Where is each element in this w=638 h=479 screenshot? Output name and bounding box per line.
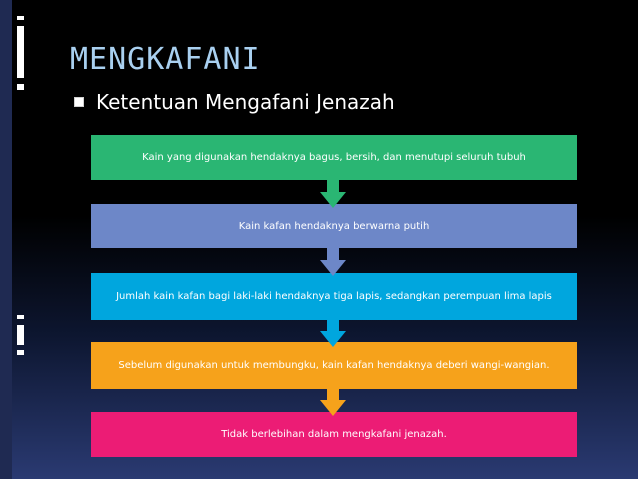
deco-mark-mid-1	[17, 315, 24, 319]
deco-mark-top-3	[17, 84, 24, 90]
bullet-item	[74, 90, 395, 114]
flow-step-1: Kain yang digunakan hendaknya bagus, bersih, dan menutupi seluruh tubuh	[91, 135, 577, 180]
deco-mark-mid-2	[17, 325, 24, 345]
flow-step-2: Kain kafan hendaknya berwarna putih	[91, 204, 577, 248]
flow-arrow-2-icon	[320, 248, 346, 276]
flow-step-3: Jumlah kain kafan bagi laki-laki hendaknya tiga lapis, sedangkan perempuan lima lapis	[91, 273, 577, 320]
deco-mark-top-2	[17, 26, 24, 78]
flow-step-4: Sebelum digunakan untuk membungku, kain kafan hendaknya deberi wangi-wangian.	[91, 342, 577, 389]
square-bullet-icon	[74, 97, 84, 107]
bullet-text: Ketentuan Mengafani Jenazah	[96, 90, 395, 114]
deco-mark-mid-3	[17, 350, 24, 355]
left-accent-bar	[0, 0, 12, 479]
flow-arrow-4-icon	[320, 388, 346, 416]
flow-arrow-1-icon	[320, 180, 346, 208]
flow-step-5: Tidak berlebihan dalam mengkafani jenazah.	[91, 412, 577, 457]
slide-title: MENGKAFANI	[70, 42, 261, 77]
flow-arrow-3-icon	[320, 319, 346, 347]
deco-mark-top-1	[17, 16, 24, 20]
